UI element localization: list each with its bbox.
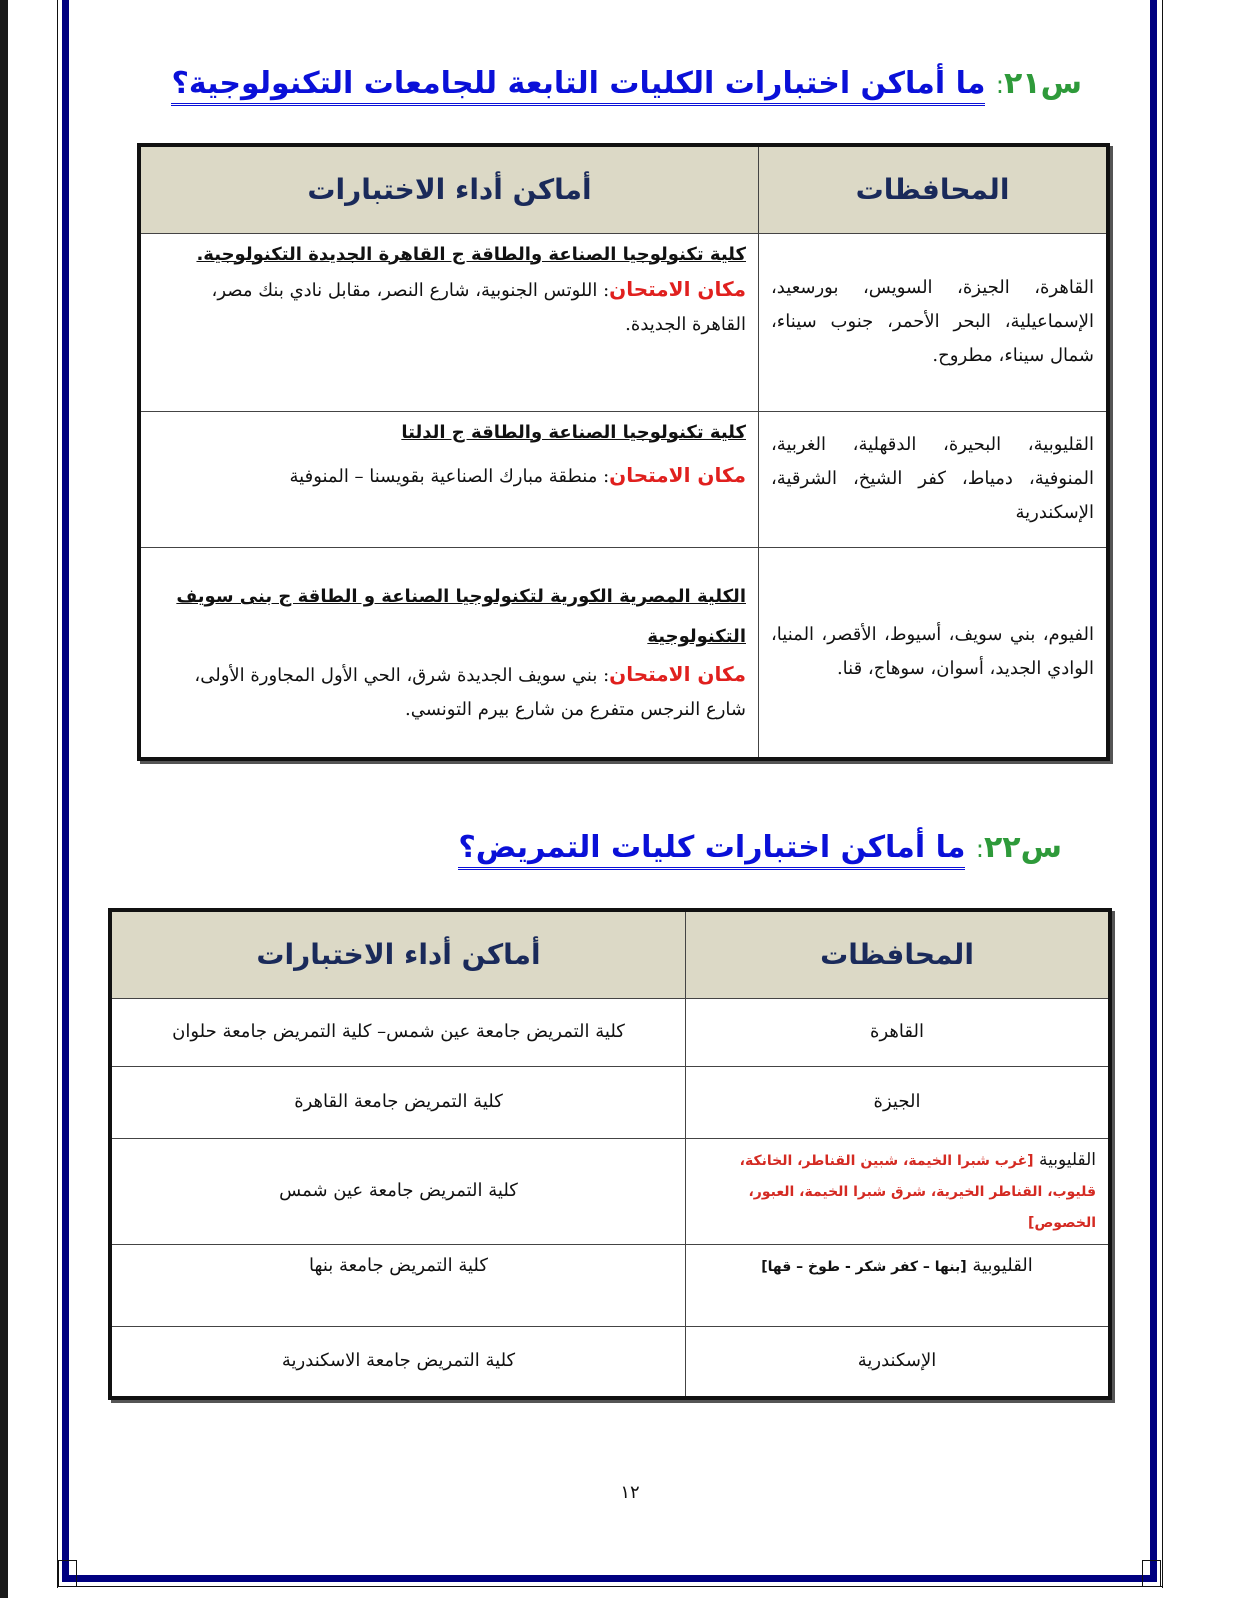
table-row — [139, 411, 1108, 547]
governorate-cell: القاهرة — [686, 998, 1111, 1066]
exam-label: مكان الامتحان — [609, 276, 746, 301]
table-row — [110, 1138, 1110, 1244]
question-number: س٢٢ — [983, 830, 1062, 865]
governorate-cell: الجيزة — [686, 1066, 1111, 1138]
exam-place: : بني سويف الجديدة شرق، الحي الأول المجاورة الأولى، شارع النرجس متفرع من شارع بيرم التونسي. — [194, 665, 746, 721]
exam-place: : منطقة مبارك الصناعية بقويسنا – المنوفية — [289, 465, 610, 487]
governorate-cell — [686, 1138, 1111, 1244]
exam-label: مكان الامتحان — [609, 662, 746, 687]
exam-place-cell — [139, 233, 759, 411]
exam-place-cell: كلية التمريض جامعة القاهرة — [110, 1066, 686, 1138]
college-name: كلية تكنولوجيا الصناعة والطاقة ج الدلتا — [401, 421, 746, 443]
governorate-cell: الإسكندرية — [686, 1326, 1111, 1398]
tech-universities-table — [137, 143, 1110, 761]
header-exam-places: أماكن أداء الاختبارات — [139, 145, 759, 233]
nursing-colleges-table — [108, 908, 1112, 1400]
college-name: كلية تكنولوجيا الصناعة والطاقة ج القاهرة الجديدة التكنولوجية. — [196, 243, 746, 265]
exam-place-cell — [139, 411, 759, 547]
governorate-cell — [686, 1244, 1111, 1326]
exam-place-cell: كلية التمريض جامعة عين شمس — [110, 1138, 686, 1244]
page-number: ١٢ — [620, 1482, 640, 1503]
exam-place-cell: كلية التمريض جامعة بنها — [110, 1244, 686, 1326]
header-governorates: المحافظات — [759, 145, 1109, 233]
header-governorates: المحافظات — [686, 910, 1111, 998]
governorate-name: القليوبية — [1038, 1149, 1096, 1170]
table-row — [110, 1066, 1110, 1138]
governorate-districts: [بنها – كفر شكر - طوخ – قها] — [761, 1258, 967, 1275]
question-22-heading — [458, 830, 1062, 865]
header-exam-places: أماكن أداء الاختبارات — [110, 910, 686, 998]
colon: : — [995, 71, 1004, 99]
table-row — [110, 998, 1110, 1066]
exam-place: : اللوتس الجنوبية، شارع النصر، مقابل نادي بنك مصر، القاهرة الجديدة. — [211, 279, 746, 335]
scan-edge — [0, 0, 8, 1598]
question-text: ما أماكن اختبارات الكليات التابعة للجامعات التكنولوجية؟ — [171, 66, 985, 106]
question-21-heading — [171, 66, 1082, 101]
exam-place-cell: كلية التمريض جامعة عين شمس– كلية التمريض جامعة حلوان — [110, 998, 686, 1066]
governorates-cell: الفيوم، بني سويف، أسيوط، الأقصر، المنيا، الوادي الجديد، أسوان، سوهاج، قنا. — [759, 547, 1109, 759]
college-name: الكلية المصرية الكورية لتكنولوجيا الصناعة و الطاقة ج بنى سويف التكنولوجية — [176, 586, 746, 648]
colon: : — [975, 835, 984, 863]
table-row — [110, 1326, 1110, 1398]
table-row — [139, 233, 1108, 411]
governorates-cell: القليوبية، البحيرة، الدقهلية، الغربية، المنوفية، دمياط، كفر الشيخ، الشرقية، الإسكندرية — [759, 411, 1109, 547]
governorate-districts: [غرب شبرا الخيمة، شبين القناطر، الخانكة، قليوب، القناطر الخيرية، شرق شبرا الخيمة، العبور، الخصوص] — [739, 1152, 1096, 1231]
governorate-name: القليوبية — [972, 1254, 1033, 1276]
question-text: ما أماكن اختبارات كليات التمريض؟ — [458, 830, 965, 870]
governorates-cell: القاهرة، الجيزة، السويس، بورسعيد، الإسماعيلية، البحر الأحمر، جنوب سيناء، شمال سيناء، مطروح. — [759, 233, 1109, 411]
exam-place-cell: كلية التمريض جامعة الاسكندرية — [110, 1326, 686, 1398]
table-row — [139, 547, 1108, 759]
exam-place-cell — [139, 547, 759, 759]
exam-label: مكان الامتحان — [609, 462, 746, 487]
table-row — [110, 1244, 1110, 1326]
question-number: س٢١ — [1003, 66, 1082, 101]
